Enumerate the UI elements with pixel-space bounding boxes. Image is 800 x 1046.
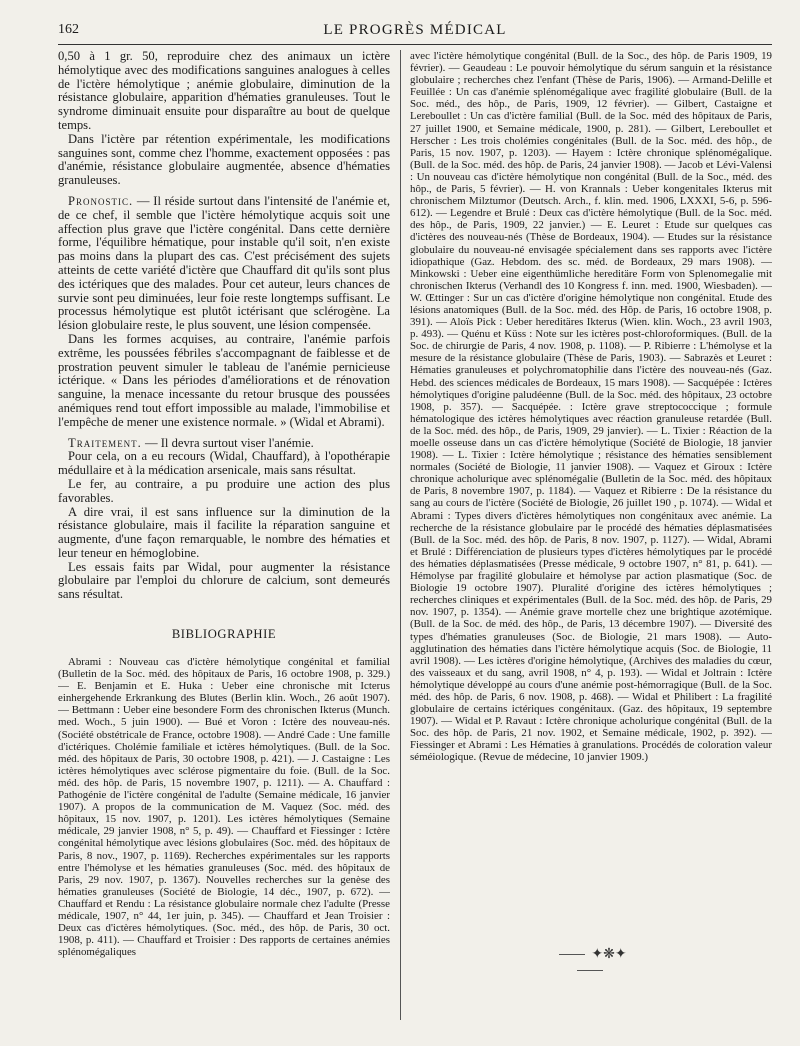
- running-title: LE PROGRÈS MÉDICAL: [323, 22, 507, 38]
- left-column-body: [58, 50, 390, 610]
- bibliography-left: [58, 656, 390, 1034]
- traitement-heading: Traitement.: [68, 435, 142, 450]
- bibliography-entries: Abrami : Nouveau cas d'ictère hémolytique congénital et familial (Bulletin de la Soc. méd. des hôpitaux de Paris, 16 octobre 1908, p. 329.) — E. Benjamin et E. Huka : Ueber eine chronische mit Icterus einhergehende Erkrankung des Blutes (Berlin klin. Woch., 26 août 1907). — Bettmann : Ueber eine besondere Form des chronischen Ikterus (Munch. med. Woch., 5 juin 1900). — Bué et Voron : Ictère des nouveau-nés. (Société obstétricale de France, octobre 1908). — André Cade : Une famille d'ictériques. Cholémie familiale et ictères hémolytiques. (Bull. de la Soc. méd. des hôpitaux de Paris, 30 octobre 1908, p. 421). — J. Castaigne : Les ictères hémolytiques avec sclérose pigmentaire du foie. (Bull. de la Soc. méd. des hôp. de Paris, 15 novembre 1907, p. 1211). — A. Chauffard : Pathogénie de l'ictère congénital de l'adulte (Semaine médicale, 16 janvier 1907). A propos de la communication de M. Vaquez (Soc. méd. des hôpitaux, 15 nov. 1907, p. 1201). Les ictères hémolytiques (Semaine médicale, 29 janvier 1908, n° 5, p. 49). — Chauffard et Fiessinger : Ictère congénital hémolytique avec lésions globulaires (Soc. méd. des hôpitaux de Paris, 8 nov., 1907, p. 1169). Recherches expérimentales sur les rapports entre l'hémolyse et les hématies granuleuses (Soc. méd. des hôpitaux de Paris, 29 nov. 1907, p. 1367). Nouvelles recherches sur la genèse des hématies granuleuses (Société de Biologie, 14 déc., 1907, p. 672). — Chauffard et Rendu : La résistance globulaire normale chez l'adulte (Presse médicale, 1907, n° 44, 1er juin, p. 345). — Chauffard et Jean Troisier : Deux cas d'ictères hémolytiques. (Soc. méd., des hôp. de Paris, 30 oct. 1908, p. 411). — Chauffard et Troisier : Des rapports de certaines anémies splénomégaliques: [58, 656, 390, 959]
- paragraph: Le fer, au contraire, a pu produire une action des plus favorables.: [58, 476, 390, 505]
- column-divider: [400, 50, 401, 1020]
- bibliography-entries: avec l'ictère hémolytique congénital (Bull. de la Soc., des hôp. de Paris 1909, 19 février). — Geaudeau : Le pouvoir hémolytique du sérum sanguin et la résistance globulaire ; recherches chez l'enfant (Thèse de Paris, 1906). — Armand-Delille et Feuillée : Un cas d'anémie splénomégalique avec fragilité globulaire (Bull. de la Soc. méd., des hôp., de Paris, 1909, 12 février). — Gilbert, Castaigne et Lereboullet : Un cas d'ictère familial (Bull. de la Soc. méd des hôpitaux de Paris, 27 juillet 1900, et Semaine médicale, 1900, p. 281). — Gilbert, Lereboullet et Herscher : Les trois cholémies congénitales (Bull. de la Soc. méd. des hôp., de Paris, 15 nov. 1907, p. 1203). — Hayem : Ictère chronique splénomégalique. (Bull. de la Soc. méd. des hôp. de Paris, 24 janvier 1908). — Jacob et Lévi-Valensi : Un nouveau cas d'ictère hémolytique non congénital (Bull. de la Soc., méd. des hôp., de Paris, 5 février). — H. von Krannals : Ueber kongenitales Ikterus mit chronischem Milztumor (Deutsch. Arch., f. klin. med. 1906, LXXXI, 5-6, p. 596-612). — Legendre et Brulé : Deux cas d'ictère hémolytique (Bull. de la Soc. méd. des hôp., de Paris, 1909, 22 janvier.) — E. Leuret : Etude sur quelques cas d'ictères des nouveau-nés (Thèse de Bordeaux, 1904). — Etudes sur la résistance globulaire du nouveau-né envisagée spécialement dans ses rapports avec l'ictère idiopathique (Gaz. Hebdom. des sc. méd. de Bordeaux, 29 mars 1908). — Minkowski : Ueber eine eigenthümliche hereditäre Form von Splenomegalie mit chronischen Ikterus (Verhandl des 10 Kongress f. inn. med. 1900, Wiesbaden). — W. Œttinger : Sur un cas d'ictère d'origine hémolytique non congénital. Etude des lésions anatomiques (Bull. de la Soc. méd. des Hôp. de Paris, 16 octobre 1908, p. 391). — Aloïs Pick : Ueber hereditäres Ikterus (Wien. klin. Woch., 23 avril 1903, p. 493). — Quénu et Küss : Note sur les ictères post-chloroformiques. (Bull. de la Soc. de chirurgie de Paris, 4 nov. 1908, p. 1108). — P. Ribierre : L'hémolyse et la mesure de la résistance globulaire (Thèse de Paris, 1903). — Sabrazès et Leuret : Hématies granuleuses et polychromatophilie dans l'ictère des nouveau-nés (Gaz. Hebd. des sciences médicales de Bordeaux, 15 mars 1908). — Sacquépée : Ictères hémolytiques d'origine paludéenne (Bull. de la Soc. méd. des hôpitaux, 23 octobre 1908, p. 357). — Sacquépée. : Ictère grave streptococcique ; formule hématologique des ictères hémolytiques avec réaction granuleuse retardée (Bull. de la Soc. méd. des hôp., de Paris, 1909, 29 janvier). — L. Tixier : Réaction de la moelle osseuse dans un cas d'ictère hémolytique (Société de Biologie, 18 janvier 1908). — L. Tixier : Ictère hémolytique ; résistance des hématies sensiblement normales (Société de Biologie, 11 janvier 1908). — Vaquez et Giroux : Ictère chronique acholurique avec splénomégalie (Bulletin de la Soc. méd. des hôpitaux de Paris, 8 novembre 1907, p. 1184). — Vaquez et Ribierre : De la résistance du sang au cours de l'ictère (Société de Biologie, 26 juillet 190 , p. 1074). — Widal et Abrami : Types divers d'ictères hémolytiques non congénitaux avec anémie. La recherche de la résistance globulaire par le procédé des hématies déplasmatisées (Bull. de la Soc. méd. des hôp. de Paris, 8 nov. 1907, p. 1127). — Widal, Abrami et Brulé : Différenciation de plusieurs types d'ictères hémolytiques par le procédé des hématies déplasmatisées (Presse médicale, 9 octobre 1907, n° 81, p. 641). — Hémolyse par fragilité globulaire et hémolyse par action plasmatique (Soc. de Biologie 19 octobre 1907). Pluralité d'origine des ictères hémolytiques ; recherches cliniques et expérimentales (Bull. de la Soc. méd. des hôp. de Paris, 29 nov. 1907, p. 1354). — Anémie grave mortelle chez une brightique azotémique. (Bull. de la Soc. de méd. des hôp., de Paris, 13 décembre 1907). — Diversité des types d'hématies granuleuses (Soc. de Biologie, 21 mars 1908). — Auto-agglutination des hématies dans l'ictère hémolytique acquis (Soc. de Biologie, 11 avril 1908). — Les ictères d'origine hémolytique, (Archives des maladies du cœur, des vaisseaux et du sang, avril 1908, n° 4, p. 193). — Widal et Joltrain : Ictère hémolytique développé au cours d'une anémie post-hémorragique (Bull. de la Soc. méd. des hôp. de Paris, 6 nov. 1908, p. 468). — Widal et Philibert : La fragilité globulaire de certains ictériques congénitaux. (Gaz. des hôpitaux, 19 septembre 1907). — Widal et P. Ravaut : Ictère chronique acholurique congénital (Bull. de la Soc. des hôp. de Paris, 21 nov. 1902, et Semaine médicale, 1902, p. 392). — Fiessinger et Abrami : Les Hématies à granulations. Procédés de coloration valeur séméiologique. (Revue de médecine, 10 janvier 1909.): [410, 50, 772, 764]
- pronostic-paragraph: [58, 195, 390, 333]
- paragraph: Les essais faits par Widal, pour augmenter la résistance globulaire par l'emploi du chlorure de calcium, sont demeurés sans résultat.: [58, 559, 390, 602]
- paragraph: Pour cela, on a eu recours (Widal, Chauffard), à l'opothérapie médullaire et à la médication arsenicale, mais sans résultat.: [58, 449, 390, 478]
- paragraph: Dans l'ictère par rétention expérimentale, les modifications sanguines sont, comme chez l'homme, exactement opposées : pas d'anémie, résistance globulaire augmentée, absence d'hématies granuleuses.: [58, 131, 390, 188]
- bibliography-title: BIBLIOGRAPHIE: [171, 627, 277, 641]
- paragraph: 0,50 à 1 gr. 50, reproduire chez des animaux un ictère hémolytique avec des modifications sanguines analogues à celles de l'ictère hémolytique ; anémie globulaire, diminution de la résistance globulaire, apparition d'hématies granuleuses. Tout le syndrome diminuait ensuite pour disparaître au bout de quelque temps.: [58, 50, 390, 132]
- paragraph: Dans les formes acquises, au contraire, l'anémie parfois extrême, les poussées fébriles s'accompagnant de faiblesse et de prostration peuvent simuler le tableau de l'anémie pernicieuse ictérique. « Dans les périodes d'améliorations et de rénovation sanguine, la menace incessante du retour brusque des poussées anémiques rend tout effort impossible au malade, l'immobilise et l'empêche de mener une existence normale. » (Widal et Abrami).: [58, 331, 390, 429]
- bibliography-right: [410, 50, 772, 960]
- end-ornament: ✦❋✦: [540, 946, 640, 979]
- traitement-paragraph: [58, 437, 390, 451]
- traitement-text: — Il devra surtout viser l'anémie.: [141, 435, 314, 450]
- pronostic-text: — Il réside surtout dans l'intensité de l'anémie et, de ce chef, il semble que l'ictère hémolytique acquis soit une affection plus grave que l'ictère congénital. Dans cette dernière forme, l'équilibre hématique, pour instable qu'il soit, n'en existe pas moins dans la plupart des cas. C'est précisément des sujets atteints de cette variété d'ictère que Chauffard dit qu'ils sont plus des ictériques que des malades. Pour cet auteur, leurs chances de survie sont peu diminuées, leur foie reste longtemps suffisant. Le processus hémolytique est plutôt ictérisant que sclérogène. La lésion globulaire reste, le plus souvent, une lésion compensée.: [58, 193, 390, 333]
- paragraph: A dire vrai, il est sans influence sur la diminution de la résistance globulaire, mais il facilite la réparation sanguine et augmente, d'une façon remarquable, le nombre des hématies et leur teneur en hémoglobine.: [58, 504, 390, 560]
- page-header: [58, 20, 772, 42]
- pronostic-heading: Pronostic.: [68, 193, 134, 208]
- page-number: 162: [58, 22, 79, 37]
- header-rule: [58, 44, 772, 45]
